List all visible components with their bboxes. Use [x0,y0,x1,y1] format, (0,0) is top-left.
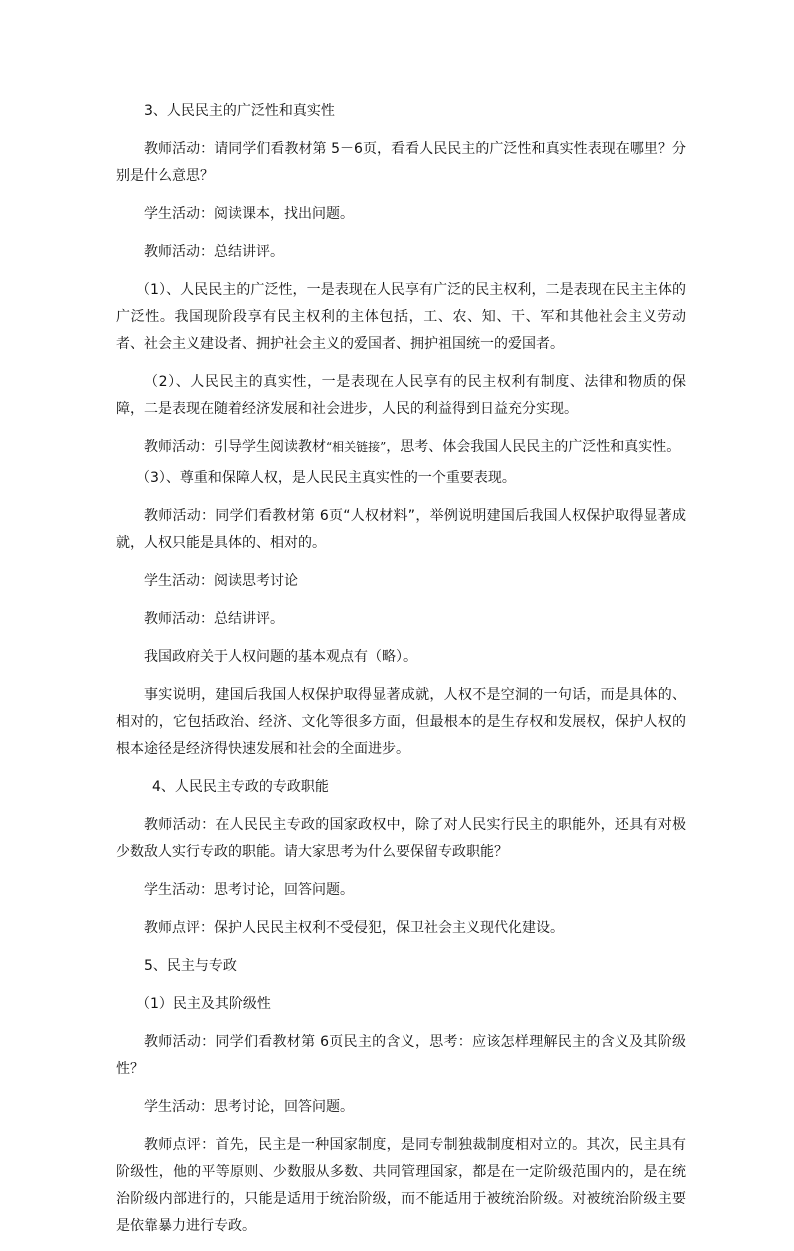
teacher-comment: 教师点评：首先，民主是一种国家制度，是同专制独裁制度相对立的。其次，民主具有阶级性，他的平等原则、少数服从多数、共同管理国家，都是在一定阶级范围内的，是在统治阶级内部进行的，只能是适用于统治阶级，而不能适用于被统治阶级。对被统治阶级主要是依靠暴力进行专政。 [116,1137,686,1234]
teacher-activity: 教师活动：总结讲评。 [144,611,284,627]
teacher-activity: 教师活动：请同学们看教材第 5－6页，看看人民民主的广泛性和真实性表现在哪里？分别是什么意思？ [116,141,686,184]
teacher-activity: 教师活动：同学们看教材第 6页“人权材料”，举例说明建国后我国人权保护取得显著成就，人权只能是具体的、相对的。 [116,508,686,551]
teacher-activity: 教师活动：总结讲评。 [144,244,284,260]
section-heading-3: 3、人民民主的广泛性和真实性 [144,103,335,119]
student-activity: 学生活动：阅读课本，找出问题。 [144,206,354,222]
guide-quote: “相关链接” [326,440,387,454]
teacher-activity: 教师活动：在人民民主专政的国家政权中，除了对人民实行民主的职能外，还具有对极少数敌人实行专政的职能。请大家思考为什么要保留专政职能？ [116,817,686,860]
point-2-authenticity: （2）、人民民主的真实性，一是表现在人民享有的民主权利有制度、法律和物质的保障，二是表现在随着经济发展和社会进步，人民的利益得到日益充分实现。 [116,374,686,417]
teacher-activity: 教师活动：同学们看教材第 6页民主的含义，思考：应该怎样理解民主的含义及其阶级性？ [116,1034,686,1077]
student-activity: 学生活动：阅读思考讨论 [144,573,298,589]
teacher-comment: 教师点评：保护人民民主权利不受侵犯，保卫社会主义现代化建设。 [144,920,564,936]
section-heading-4: 4、人民民主专政的专政职能 [152,779,329,795]
student-activity: 学生活动：思考讨论，回答问题。 [144,882,354,898]
guide-text-before: 教师活动：引导学生阅读教材 [144,439,326,455]
guide-text-after: ，思考、体会我国人民民主的广泛性和真实性。 [386,439,681,455]
section-heading-5: 5、民主与专政 [144,958,237,974]
point-1-breadth: （1）、人民民主的广泛性，一是表现在人民享有广泛的民主权利，二是表现在民主主体的广泛性。我国现阶段享有民主权利的主体包括，工、农、知、干、军和其他社会主义劳动者、社会主义建设者、拥护社会主义的爱国者、拥护祖国统一的爱国者。 [116,282,686,352]
facts-paragraph: 事实说明，建国后我国人权保护取得显著成就，人权不是空洞的一句话，而是具体的、相对的，它包括政治、经济、文化等很多方面，但最根本的是生存权和发展权，保护人权的根本途径是经济得快速发展和社会的全面进步。 [116,687,686,757]
document-page [116,98,686,1251]
student-activity: 学生活动：思考讨论，回答问题。 [144,1099,354,1115]
subheading-democracy-class: （1）民主及其阶级性 [136,996,271,1012]
government-view: 我国政府关于人权问题的基本观点有（略）。 [144,649,417,665]
point-3-human-rights: （3）、尊重和保障人权，是人民民主真实性的一个重要表现。 [136,470,516,486]
teacher-activity-guide [116,434,686,461]
